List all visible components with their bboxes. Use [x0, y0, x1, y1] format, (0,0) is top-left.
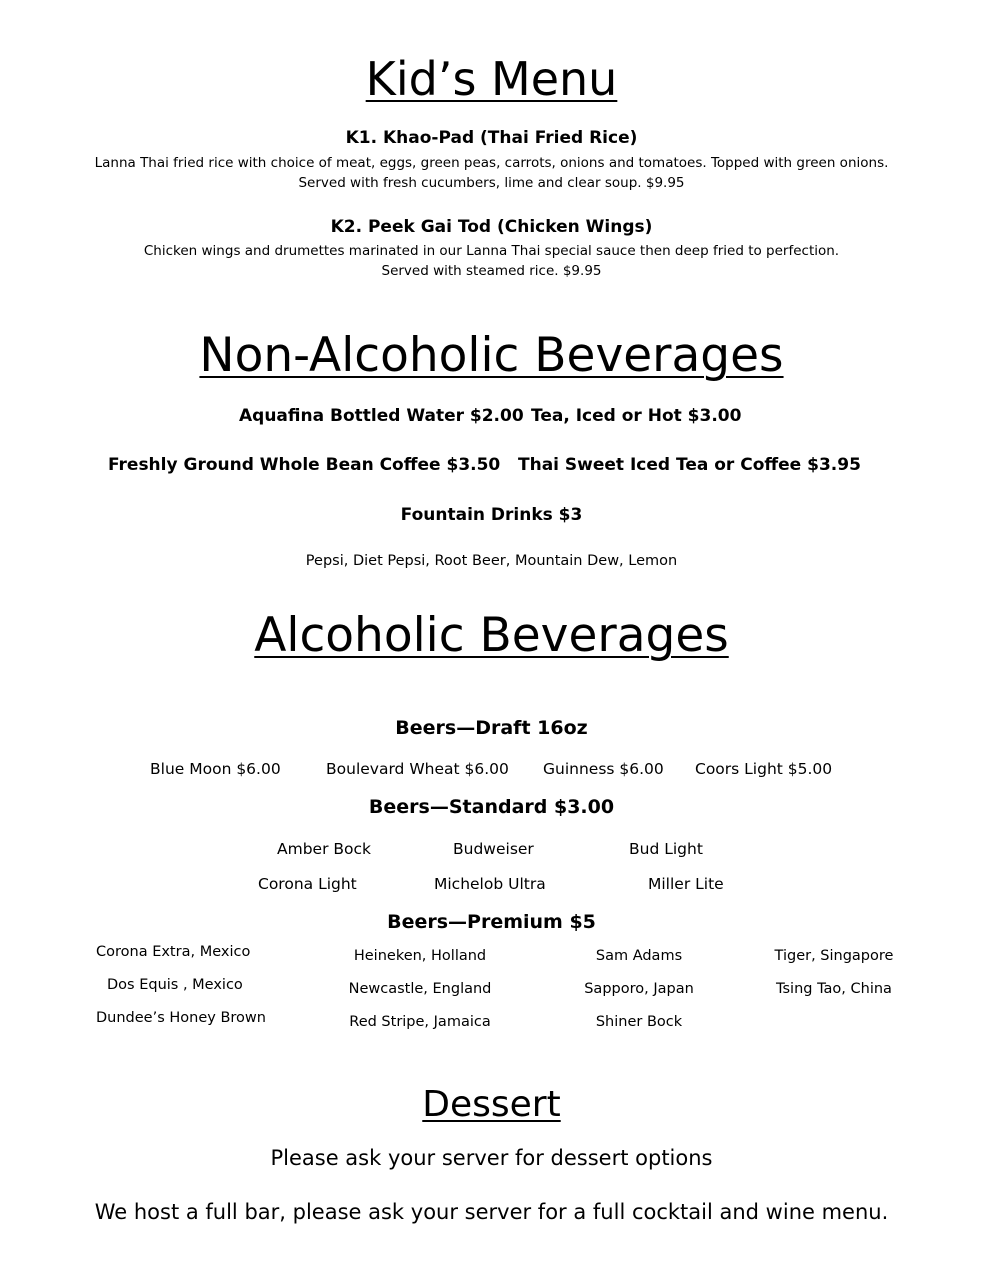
- draft-beer-item: Blue Moon $6.00: [150, 760, 281, 778]
- premium-beer-item: Dos Equis , Mexico: [107, 977, 243, 993]
- premium-beers-title: Beers—Premium $5: [387, 911, 596, 933]
- bev-thai-tea: Thai Sweet Iced Tea or Coffee $3.95: [518, 455, 861, 475]
- non-alcoholic-title: Non-Alcoholic Beverages: [199, 328, 784, 383]
- bev-water: Aquafina Bottled Water $2.00: [239, 406, 524, 426]
- fountain-drinks-title: Fountain Drinks $3: [400, 505, 583, 525]
- bev-coffee: Freshly Ground Whole Bean Coffee $3.50: [108, 455, 501, 475]
- premium-beer-item: Sam Adams: [595, 948, 683, 964]
- standard-beer-item: Michelob Ultra: [434, 875, 546, 893]
- dessert-note: Please ask your server for dessert options: [270, 1146, 713, 1170]
- premium-beer-item: Corona Extra, Mexico: [96, 944, 251, 960]
- premium-beer-item: Tsing Tao, China: [776, 981, 892, 997]
- standard-beers-title: Beers—Standard $3.00: [368, 796, 615, 818]
- dessert-title: Dessert: [422, 1084, 561, 1125]
- premium-beer-item: Dundee’s Honey Brown: [96, 1010, 266, 1026]
- full-bar-note: We host a full bar, please ask your server for a full cocktail and wine menu.: [94, 1200, 889, 1224]
- premium-beer-item: Heineken, Holland: [353, 948, 487, 964]
- premium-beer-item: Shiner Bock: [595, 1014, 683, 1030]
- kids-item-k2-desc-line1: Chicken wings and drumettes marinated in our Lanna Thai special sauce then deep fried to perfection.: [143, 243, 840, 259]
- draft-beer-item: Guinness $6.00: [543, 760, 664, 778]
- draft-beers-title: Beers—Draft 16oz: [395, 717, 588, 739]
- fountain-drinks-list: Pepsi, Diet Pepsi, Root Beer, Mountain Dew, Lemon: [305, 553, 678, 569]
- premium-beer-item: Sapporo, Japan: [584, 981, 694, 997]
- premium-beer-item: Newcastle, England: [348, 981, 492, 997]
- kids-item-k2-desc-line2: Served with steamed rice. $9.95: [381, 263, 602, 279]
- standard-beer-item: Bud Light: [629, 840, 703, 858]
- kids-item-k1-desc-line1: Lanna Thai fried rice with choice of meat, eggs, green peas, carrots, onions and tomatoes. Topped with green onions.: [94, 155, 889, 171]
- alcoholic-title: Alcoholic Beverages: [254, 608, 729, 663]
- standard-beer-item: Miller Lite: [648, 875, 724, 893]
- standard-beer-item: Corona Light: [258, 875, 357, 893]
- premium-beer-item: Tiger, Singapore: [774, 948, 894, 964]
- kids-item-k2-name: K2. Peek Gai Tod (Chicken Wings): [330, 217, 653, 237]
- standard-beer-item: Budweiser: [453, 840, 534, 858]
- standard-beer-item: Amber Bock: [277, 840, 371, 858]
- draft-beer-item: Coors Light $5.00: [695, 760, 833, 778]
- draft-beer-item: Boulevard Wheat $6.00: [326, 760, 509, 778]
- kids-item-k1-name: K1. Khao-Pad (Thai Fried Rice): [345, 128, 638, 148]
- kids-item-k1-desc-line2: Served with fresh cucumbers, lime and clear soup. $9.95: [298, 175, 685, 191]
- premium-beer-item: Red Stripe, Jamaica: [349, 1014, 491, 1030]
- kids-menu-title: Kid’s Menu: [365, 52, 618, 106]
- bev-tea: Tea, Iced or Hot $3.00: [531, 406, 742, 426]
